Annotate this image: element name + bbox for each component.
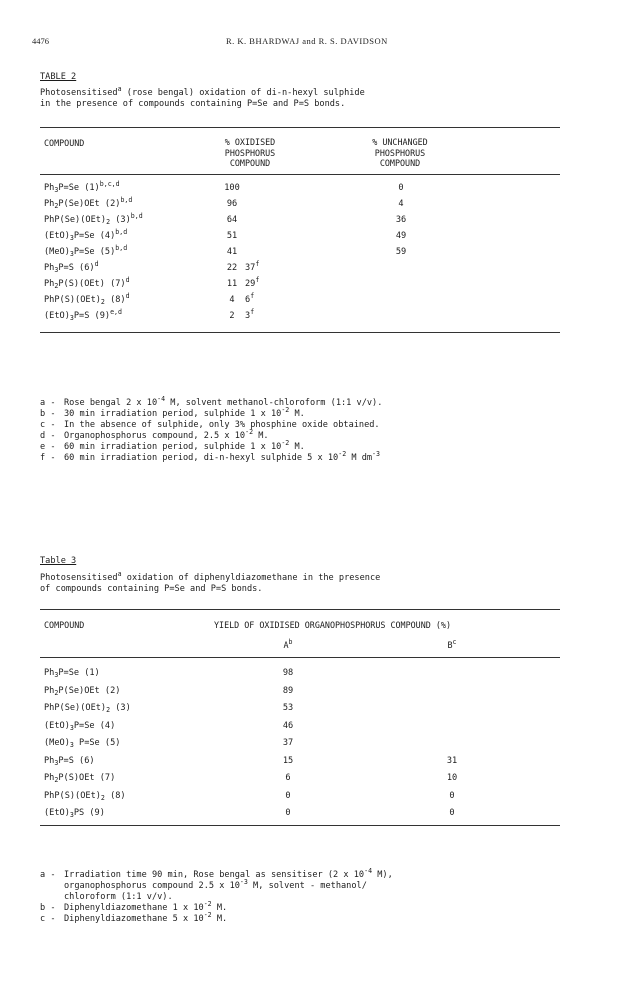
compound-name: $Ph_3P=S$ $(6)^d$ bbox=[44, 260, 99, 274]
footnote-line bbox=[40, 878, 600, 892]
compound-name: $Ph_3P=Se$ $(1)^{b,c,d}$ bbox=[44, 180, 120, 194]
table-row bbox=[0, 230, 624, 244]
footnote-key: d - bbox=[40, 431, 56, 441]
oxidised-value: 2 bbox=[229, 311, 235, 321]
compound-name: $PhP(Se)(OEt)_2$ $(3)^{b,d}$ bbox=[44, 212, 143, 226]
table2-header-rule bbox=[40, 174, 560, 175]
table-row bbox=[0, 278, 624, 292]
footnote-text: Irradiation time 90 min, Rose bengal as sensitiser (2 x $10^{-4}$ M), bbox=[64, 867, 393, 880]
footnote-text: Rose bengal 2 x $10^{-4}$ M, solvent methanol-chloroform (1:1 v/v). bbox=[64, 395, 383, 408]
table2-caption-line1: Photosensitised$^a$ (rose bengal) oxidation of di-n-hexyl sulphide bbox=[40, 85, 365, 98]
compound-name: $Ph_2P(Se)OEt$ $(2)^{b,d}$ bbox=[44, 196, 133, 210]
table-row bbox=[0, 737, 624, 751]
yield-b-value: 0 bbox=[449, 790, 455, 801]
footnote bbox=[40, 439, 600, 453]
yield-a-value: 89 bbox=[282, 685, 294, 696]
compound-name: $Ph_2P(S)OEt$ (7) bbox=[44, 773, 116, 784]
table3-bottom-rule bbox=[40, 825, 560, 826]
yield-a-value: 6 bbox=[285, 773, 291, 783]
table3-col-b: $B^c$ bbox=[447, 638, 457, 650]
footnote-key: c - bbox=[40, 914, 56, 924]
table-row bbox=[0, 198, 624, 212]
yield-a-value: 0 bbox=[285, 808, 291, 818]
yield-a-value: 37 bbox=[282, 738, 294, 748]
footnote bbox=[40, 420, 600, 431]
oxidised-footnote-value: 37$^f$ bbox=[245, 260, 260, 273]
footnote bbox=[40, 428, 600, 442]
table-row bbox=[0, 772, 624, 786]
oxidised-value: 51 bbox=[226, 231, 238, 241]
footnote-key: b - bbox=[40, 903, 56, 913]
unchanged-value: 0 bbox=[398, 183, 404, 193]
compound-name: $Ph_2P(Se)OEt$ (2) bbox=[44, 685, 121, 697]
oxidised-value: 22 bbox=[226, 263, 238, 273]
footnote-text: Organophosphorus compound, 2.5 x $10^{-2}$ M. bbox=[64, 428, 269, 441]
oxidised-footnote-value: 3$^f$ bbox=[245, 308, 255, 321]
unchanged-value: 59 bbox=[395, 247, 407, 257]
table3-col-a: $A^b$ bbox=[283, 638, 293, 650]
compound-name: $Ph_3P=Se$ (1) bbox=[44, 668, 100, 679]
yield-a-value: 0 bbox=[285, 790, 291, 801]
unchanged-value: 4 bbox=[398, 199, 404, 209]
table-row bbox=[0, 720, 624, 734]
yield-a-value: 98 bbox=[282, 668, 294, 678]
footnote-text: 60 min irradiation period, sulphide 1 x $10^{-2}$ M. bbox=[64, 439, 305, 452]
table3-top-rule bbox=[40, 609, 560, 610]
table3-header-rule bbox=[40, 657, 560, 658]
footnote-key: a - bbox=[40, 398, 56, 408]
footnote-key: b - bbox=[40, 409, 56, 419]
footnote-text: organophosphorus compound 2.5 x $10^{-3}$ M, solvent - methanol/ bbox=[64, 878, 367, 891]
oxidised-footnote-value: 6$^f$ bbox=[245, 292, 255, 305]
oxidised-value: 100 bbox=[224, 183, 240, 193]
table2-label: TABLE 2 bbox=[40, 72, 77, 82]
unchanged-value: 36 bbox=[395, 215, 407, 225]
footnote-line bbox=[40, 911, 600, 925]
footnote-text: 60 min irradiation period, di-n-hexyl sulphide 5 x $10^{-2}$ M $dm^{-3}$ bbox=[64, 450, 380, 463]
footnote-text: Diphenyldiazomethane 1 x $10^{-2}$ M. bbox=[64, 900, 228, 913]
oxidised-footnote-value: 29$^f$ bbox=[245, 276, 260, 289]
footnote-line bbox=[40, 900, 600, 914]
unchanged-value: 49 bbox=[395, 231, 407, 241]
compound-name: $PhP(S)(OEt)_2$ $(8)^d$ bbox=[44, 292, 130, 306]
footnote-key: f - bbox=[40, 453, 56, 463]
footnote bbox=[40, 406, 600, 420]
table-row bbox=[0, 755, 624, 769]
footnote-text: Diphenyldiazomethane 5 x $10^{-2}$ M. bbox=[64, 911, 228, 924]
table-row bbox=[0, 294, 624, 308]
table2-col-compound: COMPOUND bbox=[44, 138, 85, 148]
table2-col-unchanged: % UNCHANGED PHOSPHORUS COMPOUND bbox=[372, 137, 428, 168]
table-row bbox=[0, 667, 624, 681]
table-row bbox=[0, 310, 624, 324]
footnote bbox=[40, 395, 600, 409]
compound-name: $Ph_2P(S)(OEt)$ $(7)^d$ bbox=[44, 276, 130, 290]
yield-a-value: 15 bbox=[282, 755, 294, 766]
oxidised-value: 11 bbox=[226, 279, 238, 289]
compound-name: $(EtO)_3P=Se$ $(4)^{b,d}$ bbox=[44, 228, 128, 242]
compound-name: $(MeO)_3P=Se$ $(5)^{b,d}$ bbox=[44, 244, 128, 258]
compound-name: $(EtO)_3PS$ (9) bbox=[44, 808, 105, 819]
table3-col-compound: COMPOUND bbox=[44, 620, 85, 630]
oxidised-value: 41 bbox=[226, 247, 238, 257]
compound-name: $(MeO)_3$ P=Se (5) bbox=[44, 738, 121, 749]
compound-name: $(EtO)_3P=Se$ (4) bbox=[44, 720, 116, 732]
table-row bbox=[0, 246, 624, 260]
table2-caption-line2: in the presence of compounds containing P=Se and P=S bonds. bbox=[40, 99, 346, 109]
yield-b-value: 31 bbox=[446, 755, 458, 766]
table-row bbox=[0, 182, 624, 196]
footnote-text: chloroform (1:1 v/v). bbox=[64, 892, 173, 902]
footnote bbox=[40, 450, 600, 464]
compound-name: $PhP(Se)(OEt)_2$ (3) bbox=[44, 703, 131, 714]
yield-b-value: 10 bbox=[446, 773, 458, 783]
footnote-key: c - bbox=[40, 420, 56, 430]
table-row bbox=[0, 807, 624, 821]
oxidised-value: 4 bbox=[229, 295, 235, 305]
yield-a-value: 46 bbox=[282, 720, 294, 731]
footnote-text: In the absence of sulphide, only 3% phosphine oxide obtained. bbox=[64, 420, 380, 430]
footnote-key: e - bbox=[40, 442, 56, 452]
table2-top-rule bbox=[40, 127, 560, 128]
compound-name: $PhP(S)(OEt)_2$ (8) bbox=[44, 790, 126, 802]
table2-bottom-rule bbox=[40, 332, 560, 333]
table-row bbox=[0, 262, 624, 276]
footnote-line bbox=[40, 867, 600, 881]
table3-caption-line1: Photosensitised$^a$ oxidation of diphenyldiazomethane in the presence bbox=[40, 570, 381, 583]
table-row bbox=[0, 685, 624, 699]
table3-col-yield: YIELD OF OXIDISED ORGANOPHOSPHORUS COMPOUND (%) bbox=[214, 620, 451, 630]
table-row bbox=[0, 214, 624, 228]
oxidised-value: 96 bbox=[226, 199, 238, 209]
page-number: 4476 bbox=[32, 36, 49, 46]
compound-name: $(EtO)_3P=S$ $(9)^{e,d}$ bbox=[44, 308, 122, 322]
running-head: R. K. BHARDWAJ and R. S. DAVIDSON bbox=[226, 36, 388, 46]
table2-col-oxidised: % OXIDISED PHOSPHORUS COMPOUND bbox=[224, 137, 276, 168]
table-row bbox=[0, 790, 624, 804]
table3-caption-line2: of compounds containing P=Se and P=S bonds. bbox=[40, 584, 263, 594]
yield-b-value: 0 bbox=[449, 808, 455, 818]
footnote-text: 30 min irradiation period, sulphide 1 x $10^{-2}$ M. bbox=[64, 406, 305, 419]
table-row bbox=[0, 702, 624, 716]
yield-a-value: 53 bbox=[282, 703, 294, 713]
footnote-key: a - bbox=[40, 870, 56, 880]
compound-name: $Ph_3P=S$ (6) bbox=[44, 755, 95, 767]
footnote-line bbox=[40, 892, 600, 903]
oxidised-value: 64 bbox=[226, 215, 238, 225]
table3-label: Table 3 bbox=[40, 556, 77, 566]
